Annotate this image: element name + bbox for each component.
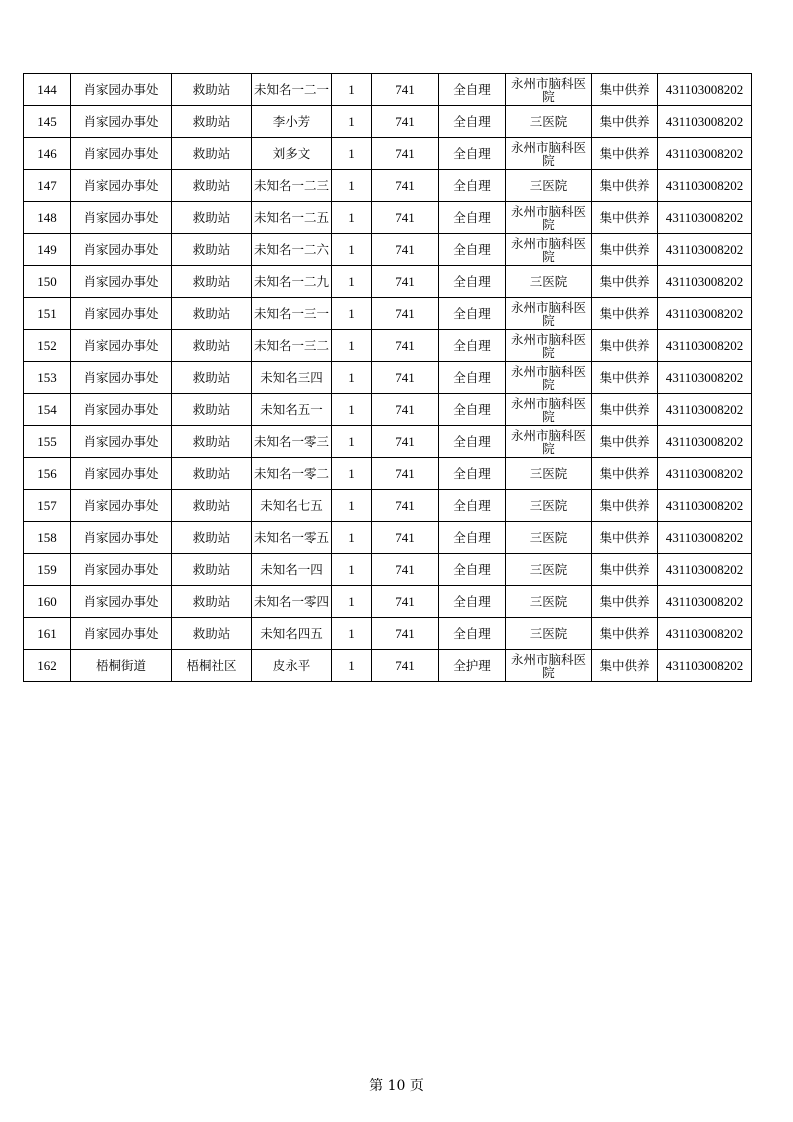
cell-count: 1: [332, 138, 372, 170]
cell-amount: 741: [372, 234, 439, 266]
cell-area-code: 431103008202: [658, 266, 752, 298]
cell-support-mode: 集中供养: [592, 426, 658, 458]
cell-count: 1: [332, 426, 372, 458]
cell-amount: 741: [372, 74, 439, 106]
cell-count: 1: [332, 298, 372, 330]
table-row: [24, 362, 752, 394]
cell-amount: 741: [372, 106, 439, 138]
cell-count: 1: [332, 618, 372, 650]
cell-support-mode: 集中供养: [592, 618, 658, 650]
cell-amount: 741: [372, 170, 439, 202]
cell-unit: 救助站: [172, 490, 252, 522]
cell-area-code: 431103008202: [658, 202, 752, 234]
cell-office: 肖家园办事处: [71, 618, 172, 650]
cell-hospital: 永州市脑科医院: [506, 138, 592, 170]
cell-care-type: 全自理: [439, 106, 506, 138]
cell-person-name: 未知名一二五: [252, 202, 332, 234]
cell-count: 1: [332, 234, 372, 266]
table-row: [24, 490, 752, 522]
cell-count: 1: [332, 266, 372, 298]
cell-area-code: 431103008202: [658, 618, 752, 650]
cell-area-code: 431103008202: [658, 106, 752, 138]
cell-office: 肖家园办事处: [71, 298, 172, 330]
cell-office: 肖家园办事处: [71, 74, 172, 106]
cell-person-name: 未知名四五: [252, 618, 332, 650]
cell-hospital: 三医院: [506, 106, 592, 138]
cell-amount: 741: [372, 458, 439, 490]
cell-person-name: 皮永平: [252, 650, 332, 682]
cell-number: 156: [24, 458, 71, 490]
cell-unit: 救助站: [172, 330, 252, 362]
cell-area-code: 431103008202: [658, 298, 752, 330]
cell-support-mode: 集中供养: [592, 202, 658, 234]
cell-person-name: 李小芳: [252, 106, 332, 138]
cell-count: 1: [332, 522, 372, 554]
cell-person-name: 未知名一三一: [252, 298, 332, 330]
cell-count: 1: [332, 106, 372, 138]
cell-hospital: 三医院: [506, 266, 592, 298]
table-body: [24, 74, 752, 682]
cell-amount: 741: [372, 554, 439, 586]
cell-care-type: 全自理: [439, 586, 506, 618]
cell-area-code: 431103008202: [658, 426, 752, 458]
cell-care-type: 全自理: [439, 490, 506, 522]
cell-hospital: 三医院: [506, 170, 592, 202]
cell-number: 155: [24, 426, 71, 458]
cell-office: 肖家园办事处: [71, 522, 172, 554]
table-row: [24, 522, 752, 554]
cell-hospital: 永州市脑科医院: [506, 74, 592, 106]
cell-office: 肖家园办事处: [71, 362, 172, 394]
cell-unit: 救助站: [172, 234, 252, 266]
cell-hospital: 永州市脑科医院: [506, 234, 592, 266]
cell-number: 144: [24, 74, 71, 106]
cell-hospital: 三医院: [506, 458, 592, 490]
cell-office: 肖家园办事处: [71, 106, 172, 138]
cell-care-type: 全自理: [439, 266, 506, 298]
cell-amount: 741: [372, 202, 439, 234]
cell-care-type: 全自理: [439, 458, 506, 490]
table-row: [24, 426, 752, 458]
cell-unit: 救助站: [172, 362, 252, 394]
cell-amount: 741: [372, 490, 439, 522]
table-row: [24, 266, 752, 298]
cell-number: 154: [24, 394, 71, 426]
cell-office: 肖家园办事处: [71, 138, 172, 170]
cell-count: 1: [332, 554, 372, 586]
cell-hospital: 三医院: [506, 586, 592, 618]
cell-hospital: 三医院: [506, 554, 592, 586]
cell-person-name: 未知名一二六: [252, 234, 332, 266]
cell-hospital: 三医院: [506, 490, 592, 522]
cell-area-code: 431103008202: [658, 138, 752, 170]
cell-unit: 救助站: [172, 586, 252, 618]
cell-care-type: 全自理: [439, 522, 506, 554]
cell-care-type: 全自理: [439, 330, 506, 362]
cell-area-code: 431103008202: [658, 586, 752, 618]
cell-care-type: 全自理: [439, 138, 506, 170]
cell-office: 肖家园办事处: [71, 394, 172, 426]
records-table: [23, 73, 752, 682]
cell-person-name: 未知名五一: [252, 394, 332, 426]
cell-area-code: 431103008202: [658, 522, 752, 554]
cell-number: 160: [24, 586, 71, 618]
cell-support-mode: 集中供养: [592, 554, 658, 586]
cell-office: 肖家园办事处: [71, 554, 172, 586]
cell-amount: 741: [372, 522, 439, 554]
cell-support-mode: 集中供养: [592, 266, 658, 298]
cell-support-mode: 集中供养: [592, 490, 658, 522]
cell-unit: 救助站: [172, 106, 252, 138]
cell-hospital: 三医院: [506, 522, 592, 554]
cell-support-mode: 集中供养: [592, 586, 658, 618]
cell-support-mode: 集中供养: [592, 522, 658, 554]
cell-number: 152: [24, 330, 71, 362]
cell-number: 148: [24, 202, 71, 234]
cell-number: 161: [24, 618, 71, 650]
cell-office: 肖家园办事处: [71, 586, 172, 618]
table-row: [24, 650, 752, 682]
cell-care-type: 全自理: [439, 554, 506, 586]
cell-office: 肖家园办事处: [71, 330, 172, 362]
cell-unit: 救助站: [172, 554, 252, 586]
table-row: [24, 170, 752, 202]
table-row: [24, 618, 752, 650]
cell-care-type: 全护理: [439, 650, 506, 682]
cell-area-code: 431103008202: [658, 234, 752, 266]
cell-area-code: 431103008202: [658, 490, 752, 522]
cell-number: 145: [24, 106, 71, 138]
cell-office: 肖家园办事处: [71, 202, 172, 234]
cell-number: 149: [24, 234, 71, 266]
cell-care-type: 全自理: [439, 426, 506, 458]
cell-support-mode: 集中供养: [592, 650, 658, 682]
cell-unit: 救助站: [172, 298, 252, 330]
cell-area-code: 431103008202: [658, 170, 752, 202]
cell-support-mode: 集中供养: [592, 234, 658, 266]
cell-person-name: 未知名一零五: [252, 522, 332, 554]
cell-office: 肖家园办事处: [71, 234, 172, 266]
cell-hospital: 三医院: [506, 618, 592, 650]
table-row: [24, 106, 752, 138]
cell-person-name: 未知名一三二: [252, 330, 332, 362]
cell-amount: 741: [372, 650, 439, 682]
cell-count: 1: [332, 170, 372, 202]
cell-count: 1: [332, 394, 372, 426]
cell-count: 1: [332, 202, 372, 234]
cell-unit: 梧桐社区: [172, 650, 252, 682]
cell-person-name: 未知名一零二: [252, 458, 332, 490]
cell-office: 肖家园办事处: [71, 426, 172, 458]
cell-unit: 救助站: [172, 426, 252, 458]
cell-hospital: 永州市脑科医院: [506, 426, 592, 458]
cell-person-name: 未知名一零三: [252, 426, 332, 458]
cell-amount: 741: [372, 330, 439, 362]
cell-amount: 741: [372, 426, 439, 458]
cell-count: 1: [332, 458, 372, 490]
cell-care-type: 全自理: [439, 234, 506, 266]
cell-person-name: 未知名三四: [252, 362, 332, 394]
cell-number: 151: [24, 298, 71, 330]
cell-care-type: 全自理: [439, 362, 506, 394]
cell-amount: 741: [372, 138, 439, 170]
cell-unit: 救助站: [172, 138, 252, 170]
cell-number: 159: [24, 554, 71, 586]
cell-person-name: 未知名一二三: [252, 170, 332, 202]
cell-count: 1: [332, 362, 372, 394]
cell-support-mode: 集中供养: [592, 458, 658, 490]
table-row: [24, 394, 752, 426]
cell-number: 150: [24, 266, 71, 298]
cell-care-type: 全自理: [439, 170, 506, 202]
cell-number: 157: [24, 490, 71, 522]
cell-unit: 救助站: [172, 522, 252, 554]
cell-hospital: 永州市脑科医院: [506, 394, 592, 426]
cell-amount: 741: [372, 586, 439, 618]
table-row: [24, 234, 752, 266]
table-row: [24, 586, 752, 618]
table-row: [24, 202, 752, 234]
table-row: [24, 330, 752, 362]
cell-hospital: 永州市脑科医院: [506, 362, 592, 394]
cell-unit: 救助站: [172, 618, 252, 650]
table-row: [24, 138, 752, 170]
cell-count: 1: [332, 586, 372, 618]
cell-hospital: 永州市脑科医院: [506, 298, 592, 330]
table-row: [24, 458, 752, 490]
cell-care-type: 全自理: [439, 298, 506, 330]
cell-person-name: 未知名七五: [252, 490, 332, 522]
cell-support-mode: 集中供养: [592, 330, 658, 362]
cell-support-mode: 集中供养: [592, 362, 658, 394]
cell-office: 肖家园办事处: [71, 170, 172, 202]
cell-person-name: 未知名一二一: [252, 74, 332, 106]
table-row: [24, 74, 752, 106]
cell-office: 梧桐街道: [71, 650, 172, 682]
cell-amount: 741: [372, 394, 439, 426]
cell-care-type: 全自理: [439, 394, 506, 426]
cell-number: 153: [24, 362, 71, 394]
cell-number: 146: [24, 138, 71, 170]
table-row: [24, 554, 752, 586]
cell-unit: 救助站: [172, 74, 252, 106]
cell-care-type: 全自理: [439, 618, 506, 650]
cell-office: 肖家园办事处: [71, 458, 172, 490]
cell-person-name: 未知名一二九: [252, 266, 332, 298]
cell-care-type: 全自理: [439, 74, 506, 106]
cell-count: 1: [332, 330, 372, 362]
cell-number: 147: [24, 170, 71, 202]
cell-hospital: 永州市脑科医院: [506, 202, 592, 234]
cell-unit: 救助站: [172, 202, 252, 234]
cell-unit: 救助站: [172, 170, 252, 202]
cell-area-code: 431103008202: [658, 74, 752, 106]
cell-number: 162: [24, 650, 71, 682]
cell-person-name: 未知名一零四: [252, 586, 332, 618]
cell-hospital: 永州市脑科医院: [506, 330, 592, 362]
page-number: 第 10 页: [369, 1078, 424, 1094]
cell-area-code: 431103008202: [658, 362, 752, 394]
cell-unit: 救助站: [172, 266, 252, 298]
cell-amount: 741: [372, 298, 439, 330]
cell-unit: 救助站: [172, 394, 252, 426]
cell-count: 1: [332, 650, 372, 682]
cell-person-name: 刘多文: [252, 138, 332, 170]
cell-hospital: 永州市脑科医院: [506, 650, 592, 682]
cell-count: 1: [332, 74, 372, 106]
cell-unit: 救助站: [172, 458, 252, 490]
cell-area-code: 431103008202: [658, 330, 752, 362]
cell-amount: 741: [372, 618, 439, 650]
cell-support-mode: 集中供养: [592, 106, 658, 138]
cell-support-mode: 集中供养: [592, 298, 658, 330]
cell-support-mode: 集中供养: [592, 170, 658, 202]
cell-count: 1: [332, 490, 372, 522]
cell-office: 肖家园办事处: [71, 266, 172, 298]
cell-office: 肖家园办事处: [71, 490, 172, 522]
cell-care-type: 全自理: [439, 202, 506, 234]
cell-support-mode: 集中供养: [592, 138, 658, 170]
cell-amount: 741: [372, 362, 439, 394]
cell-support-mode: 集中供养: [592, 394, 658, 426]
cell-area-code: 431103008202: [658, 554, 752, 586]
table-row: [24, 298, 752, 330]
cell-area-code: 431103008202: [658, 394, 752, 426]
cell-area-code: 431103008202: [658, 458, 752, 490]
cell-area-code: 431103008202: [658, 650, 752, 682]
cell-support-mode: 集中供养: [592, 74, 658, 106]
cell-number: 158: [24, 522, 71, 554]
cell-person-name: 未知名一四: [252, 554, 332, 586]
cell-amount: 741: [372, 266, 439, 298]
